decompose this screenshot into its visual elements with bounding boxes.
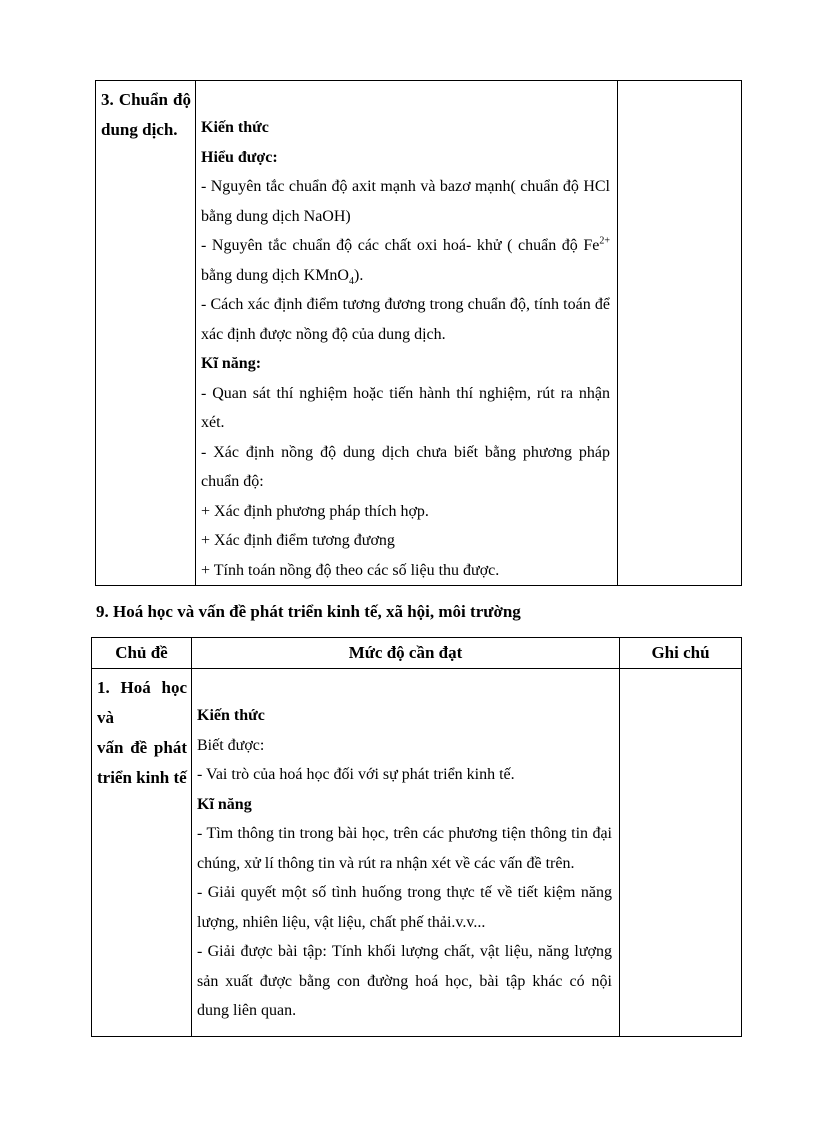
skill-item: + Xác định điểm tương đương — [201, 532, 395, 549]
requirement-item: - Vai trò của hoá học đối với sự phát triển kinh tế. — [197, 766, 515, 783]
curriculum-table-continued — [95, 80, 742, 586]
notes-cell — [618, 81, 742, 586]
topic-line: dung dịch. — [101, 120, 178, 139]
knowledge-heading: Kiến thức — [197, 707, 265, 724]
skill-item: - Giải được bài tập: Tính khối lượng chất, vật liệu, năng lượng sản xuất được bằng con đường hoá học, bài tập khác có nội dung liên quan. — [197, 943, 612, 1019]
skill-item: - Quan sát thí nghiệm hoặc tiến hành thí nghiệm, rút ra nhận xét. — [201, 384, 610, 431]
knowledge-heading: Kiến thức — [201, 119, 269, 136]
column-header-requirements: Mức độ cần đạt — [192, 638, 620, 669]
section-title: 9. Hoá học và vấn đề phát triển kinh tế, xã hội, môi trường — [96, 602, 521, 621]
skills-heading: Kĩ năng — [197, 795, 252, 813]
curriculum-table — [91, 637, 742, 1037]
topic-line: 3. Chuẩn độ — [101, 90, 191, 109]
requirement-item: - Nguyên tắc chuẩn độ axit mạnh và bazơ mạnh( chuẩn độ HCl bằng dung dịch NaOH) — [201, 178, 610, 225]
topic-cell — [92, 669, 192, 1037]
skill-item: - Xác định nồng độ dung dịch chưa biết bằng phương pháp chuẩn độ: — [201, 443, 610, 490]
topic-line: vấn đề phát — [97, 738, 187, 757]
skill-item: + Xác định phương pháp thích hợp. — [201, 502, 429, 520]
know-label: Biết được: — [197, 736, 265, 754]
skills-heading: Kĩ năng: — [201, 355, 262, 372]
requirements-cell — [196, 81, 618, 586]
column-header-topic: Chủ đề — [92, 638, 192, 669]
topic-line: 1. Hoá học và — [97, 678, 187, 727]
requirements-cell — [192, 669, 620, 1037]
column-header-notes: Ghi chú — [620, 638, 742, 669]
topic-line: triển kinh tế — [97, 768, 187, 787]
skill-item: - Giải quyết một số tình huống trong thực tế về tiết kiệm năng lượng, nhiên liệu, vật liệu, chất phế thải.v.v... — [197, 884, 612, 931]
notes-cell — [620, 669, 742, 1037]
requirement-item: - Nguyên tắc chuẩn độ các chất oxi hoá- khử ( chuẩn độ $Fe^{2+}$ bằng dung dịch KMnO$_4$). — [201, 235, 610, 287]
topic-cell — [96, 81, 196, 586]
skill-item: + Tính toán nồng độ theo các số liệu thu được. — [201, 561, 500, 579]
skill-item: - Tìm thông tin trong bài học, trên các phương tiện thông tin đại chúng, xử lí thông tin và rút ra nhận xét về các vấn đề trên. — [197, 825, 612, 872]
requirement-item: - Cách xác định điểm tương đương trong chuẩn độ, tính toán để xác định được nồng độ của dung dịch. — [201, 296, 610, 343]
understand-heading: Hiểu được: — [201, 148, 278, 166]
